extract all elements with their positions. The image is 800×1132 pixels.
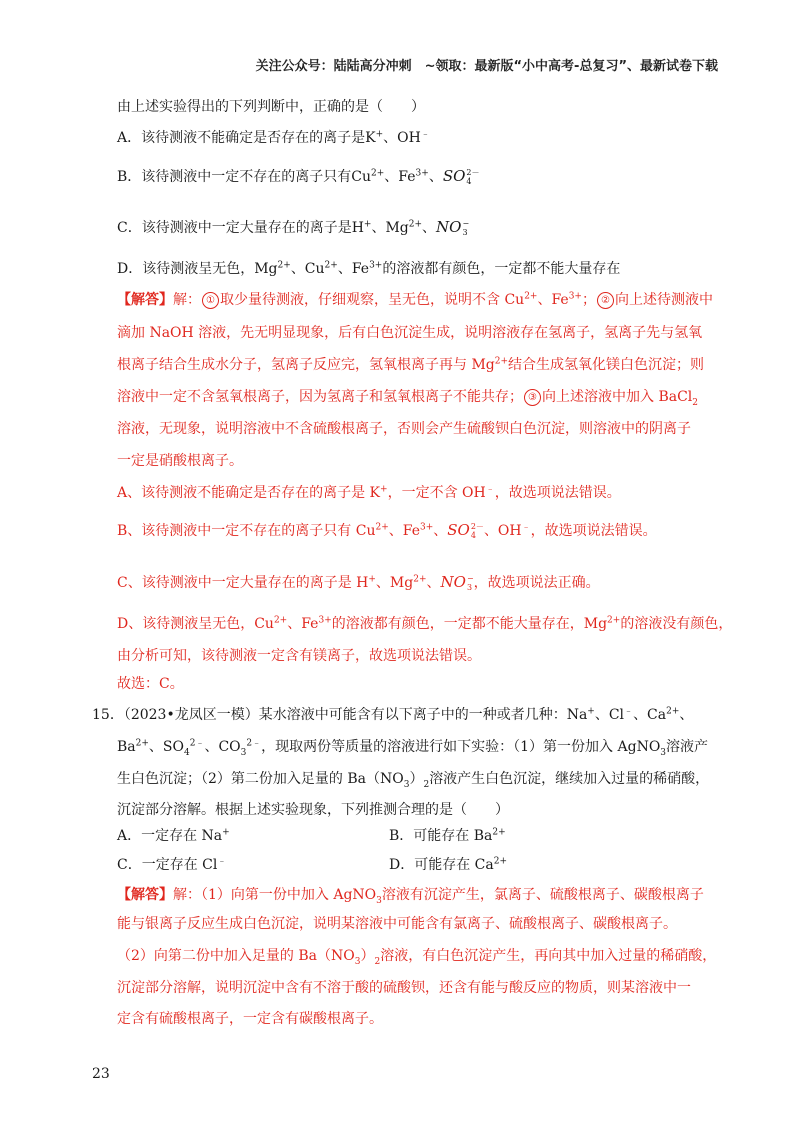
page-number: 23: [92, 1066, 110, 1082]
q15-option-d: D．可能存在 $Ca^{2+}$: [389, 856, 508, 873]
nitrate-formula: NO − 3: [436, 218, 470, 237]
step-3-marker: ③: [524, 389, 541, 406]
answer-label: 【解答】: [117, 887, 173, 903]
q14-option-d: D．该待测液呈无色，$Mg^{2+}$、$Cu^{2+}$、$Fe^{3+}$的溶液都有颜色，一定都不能大量存在: [117, 260, 621, 277]
answer14-line-2: 滴加 NaOH 溶液，先无明显现象，后有白色沉淀生成，说明溶液存在氢离子，氢离子先与氢氧: [117, 325, 703, 341]
answer-label: 【解答】: [117, 292, 173, 308]
q14-option-c: C．该待测液中一定大量存在的离子是H+、$Mg^{2+}$、NO − 3: [117, 218, 470, 237]
answer14-line-6: 一定是硝酸根离子。: [117, 453, 243, 469]
answer14-line-4: 溶液中一定不含氢氧根离子，因为氢离子和氢氧根离子不能共存； ③ 向上述溶液中加入 BaCl$_2$: [117, 389, 699, 408]
answer14-line-5: 溶液，无现象，说明溶液中不含硫酸根离子，否则会产生硫酸钡白色沉淀，则溶液中的阴离子: [117, 421, 691, 437]
answer14-result-a: A、该待测液不能确定是否存在的离子是 K+，一定不含 OH﹣，故选项说法错误。: [117, 484, 621, 501]
answer14-result-c: C、该待测液中一定大量存在的离子是 H+、$Mg^{2+}$、NO − 3 ，故选项说法正确。: [117, 573, 600, 592]
q15-option-c: C．一定存在 Cl﹣: [117, 856, 227, 873]
q14-option-b: B．该待测液中一定不存在的离子只有$Cu^{2+}$、$Fe^{3+}$、SO 2－ 4: [117, 167, 480, 186]
q14-stem: 由上述实验得出的下列判断中，正确的是（ ）: [117, 99, 425, 115]
q15-option-b: B．可能存在 $Ba^{2+}$: [389, 827, 506, 844]
q15-line-2: $Ba^{2+}$、$SO_4^{2﹣}$、$CO_3^{2﹣}$，现取两份等质量的溶液进行如下实验：（1）第一份加入 AgNO$_3$溶液产: [117, 738, 709, 758]
nitrate-formula: NO − 3: [440, 573, 474, 592]
answer14-line-1: 【解答】解： ① 取少量待测液，仔细观察，呈无色，说明不含 $Cu^{2+}$、$Fe^{3+}$； ② 向上述待测液中: [117, 291, 713, 308]
step-2-marker: ②: [597, 292, 614, 309]
answer15-line-1: 【解答】解：（1）向第一份中加入 AgNO$_3$溶液有沉淀产生，氯离子、硫酸根离子、碳酸根离子: [117, 887, 704, 906]
q15-line-1: 15．（2023•龙凤区一模）某水溶液中可能含有以下离子中的一种或者几种：Na+、Cl﹣、$Ca^{2+}$、: [92, 706, 694, 723]
q15-line-4: 沉淀部分溶解。根据上述实验现象，下列推测合理的是（ ）: [117, 802, 509, 818]
sulfate-formula: SO 2－ 4: [442, 167, 480, 186]
sulfate-formula: SO 2－ 4: [447, 521, 484, 540]
q14-option-a: A．该待测液不能确定是否存在的离子是K+、OH﹣: [117, 129, 430, 146]
q15-line-3: 生白色沉淀；（2）第二份加入足量的 $Ba(NO_3)_2$溶液产生白色沉淀，继续加入过量的稀硝酸，: [117, 771, 710, 790]
answer15-line-3: （2）向第二份中加入足量的 $Ba(NO_3)_2$溶液，有白色沉淀产生，再向其中加入过量的稀硝酸，: [117, 948, 717, 967]
answer14-choice: 故选：C。: [117, 676, 184, 692]
answer14-result-d-2: 由分析可知，该待测液一定含有镁离子，故选项说法错误。: [117, 648, 481, 664]
answer15-line-5: 定含有硫酸根离子，一定含有碳酸根离子。: [117, 1011, 383, 1027]
answer15-line-2: 能与银离子反应生成白色沉淀，说明某溶液中可能含有氯离子、硫酸根离子、碳酸根离子。: [117, 916, 677, 932]
answer14-result-b: B、该待测液中一定不存在的离子只有 $Cu^{2+}$、$Fe^{3+}$、SO 2－ 4 、OH﹣，故选项说法错误。: [117, 521, 657, 540]
page-header: 关注公众号：陆陆高分冲刺 ~领取：最新版“小中高考-总复习”、最新试卷下载: [255, 59, 718, 74]
answer15-line-4: 沉淀部分溶解，说明沉淀中含有不溶于酸的硫酸钡，还含有能与酸反应的物质，则某溶液中一: [117, 980, 691, 996]
answer14-line-3: 根离子结合生成水分子，氢离子反应完，氢氧根离子再与 $Mg^{2+}$结合生成氢氧化镁白色沉淀；则: [117, 356, 705, 373]
step-1-marker: ①: [202, 292, 219, 309]
answer14-result-d-1: D、该待测液呈无色，$Cu^{2+}$、$Fe^{3+}$的溶液都有颜色，一定都不能大量存在，$Mg^{2+}$的溶液没有颜色，: [117, 615, 733, 632]
q15-option-a: A．一定存在 Na+: [117, 827, 230, 844]
